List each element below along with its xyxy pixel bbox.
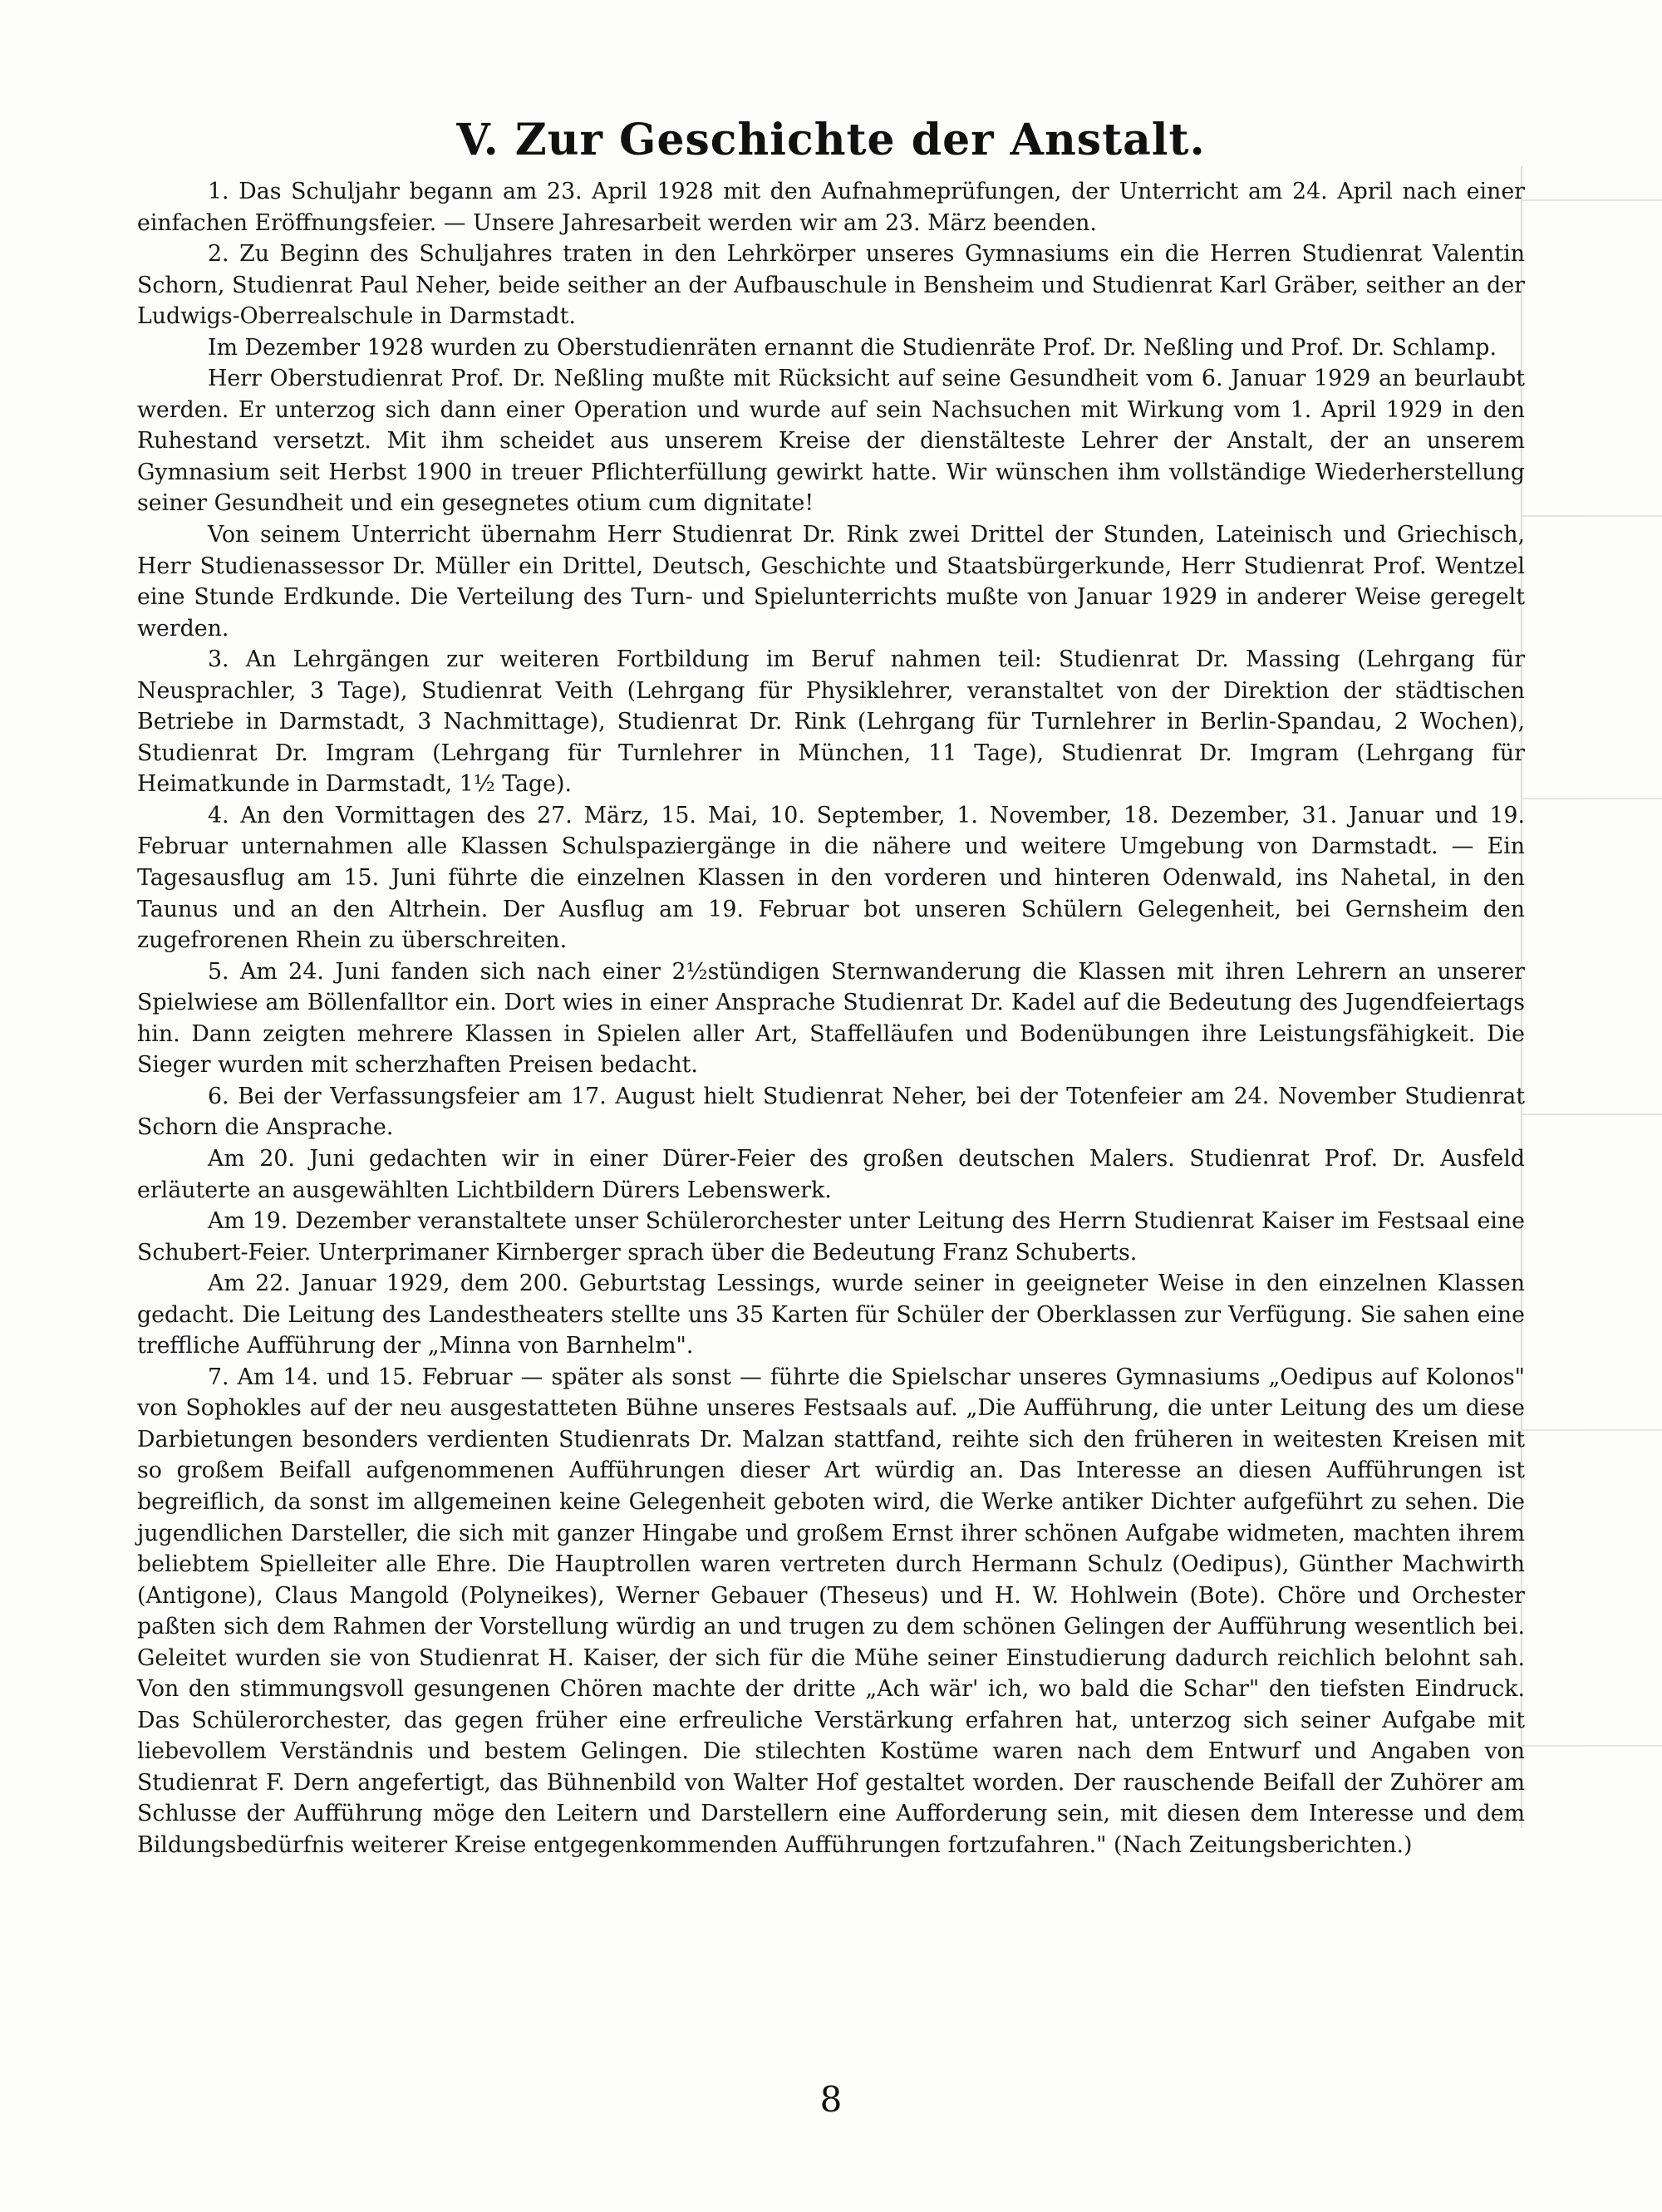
paragraph-1: 1. Das Schuljahr begann am 23. April 1928 mit den Aufnahmeprüfungen, der Unterricht am 24. April nach einer einfachen Eröffnungsfeier. — Unsere Jahresarbeit werden wir am 23. März beenden. xyxy=(137,179,1525,236)
page-number: 8 xyxy=(819,2079,843,2120)
paragraph-6: 3. An Lehrgängen zur weiteren Fortbildung im Beruf nahmen teil: Studienrat Dr. Massing (Lehrgang für Neusprachler, 3 Tage), Studienrat Veith (Lehrgang für Physiklehrer, veranstaltet von der Direktion der städtischen Betriebe in Darmstadt, 3 Nachmittage), Studienrat Dr. Rink (Lehrgang für Turnlehrer in Berlin-Spandau, 2 Wochen), Studienrat Dr. Imgram (Lehrgang für Turnlehrer in München, 11 Tage), Studienrat Dr. Imgram (Lehrgang für Heimatkunde in Darmstadt, 1½ Tage). xyxy=(137,646,1525,798)
paragraph-9: 6. Bei der Verfassungsfeier am 17. August hielt Studienrat Neher, bei der Totenfeier am 24. November Studienrat Schorn die Ansprache. xyxy=(137,1083,1525,1141)
paragraph-11: Am 19. Dezember veranstaltete unser Schülerorchester unter Leitung des Herrn Studienrat Kaiser im Festsaal eine Schubert-Feier. Unterprimaner Kirnberger sprach über die Bedeutung Franz Schuberts. xyxy=(137,1208,1525,1266)
paragraph-10: Am 20. Juni gedachten wir in einer Dürer-Feier des großen deutschen Malers. Studienrat Prof. Dr. Ausfeld erläuterte an ausgewählten Lichtbildern Dürers Lebenswerk. xyxy=(137,1145,1525,1203)
body-text xyxy=(137,176,1525,1861)
paragraph-2: 2. Zu Beginn des Schuljahres traten in den Lehrkörper unseres Gymnasiums ein die Herren Studienrat Valentin Schorn, Studienrat Paul Neher, beide seither an der Aufbauschule in Bensheim und Studienrat Karl Gräber, seither an der Ludwigs-Oberrealschule in Darmstadt. xyxy=(137,241,1525,330)
bleed-through-table xyxy=(1521,166,1662,1828)
paragraph-8: 5. Am 24. Juni fanden sich nach einer 2½stündigen Sternwanderung die Klassen mit ihren Lehrern an unserer Spielwiese am Böllenfalltor ein. Dort wies in einer Ansprache Studienrat Dr. Kadel auf die Bedeutung des Jugendfeiertags hin. Dann zeigten mehrere Klassen in Spielen aller Art, Staffelläufen und Bodenübungen ihre Leistungsfähigkeit. Die Sieger wurden mit scherzhaften Preisen bedacht. xyxy=(137,958,1525,1079)
paragraph-7: 4. An den Vormittagen des 27. März, 15. Mai, 10. September, 1. November, 18. Dezember, 31. Januar und 19. Februar unternahmen alle Klassen Schulspaziergänge in die nähere und weitere Umgebung von Darmstadt. — Ein Tagesausflug am 15. Juni führte die einzelnen Klassen in den vorderen und hinteren Odenwald, ins Nahetal, in den Taunus und an den Altrhein. Der Ausflug am 19. Februar bot unseren Schülern Gelegenheit, bei Gernsheim den zugefrorenen Rhein zu überschreiten. xyxy=(137,802,1525,954)
paragraph-5: Von seinem Unterricht übernahm Herr Studienrat Dr. Rink zwei Drittel der Stunden, Lateinisch und Griechisch, Herr Studienassessor Dr. Müller ein Drittel, Deutsch, Geschichte und Staatsbürgerkunde, Herr Studienrat Prof. Wentzel eine Stunde Erdkunde. Die Verteilung des Turn- und Spielunterrichts mußte von Januar 1929 in anderer Weise geregelt werden. xyxy=(137,522,1525,641)
paragraph-12: Am 22. Januar 1929, dem 200. Geburtstag Lessings, wurde seiner in geeigneter Weise in den einzelnen Klassen gedacht. Die Leitung des Landestheaters stellte uns 35 Karten für Schüler der Oberklassen zur Verfügung. Sie sahen eine treffliche Aufführung der „Minna von Barnhelm". xyxy=(137,1271,1525,1359)
paragraph-3: Im Dezember 1928 wurden zu Oberstudienräten ernannt die Studienräte Prof. Dr. Neßling und Prof. Dr. Schlamp. xyxy=(208,334,1497,361)
paragraph-4: Herr Oberstudienrat Prof. Dr. Neßling mußte mit Rücksicht auf seine Gesundheit vom 6. Januar 1929 an beurlaubt werden. Er unterzog sich dann einer Operation und wurde auf sein Nachsuchen mit Wirkung vom 1. April 1929 in den Ruhestand versetzt. Mit ihm scheidet aus unserem Kreise der dienstälteste Lehrer der Anstalt, der an unserem Gymnasium seit Herbst 1900 in treuer Pflichterfüllung gewirkt hatte. Wir wünschen ihm vollständige Wiederherstellung seiner Gesundheit und ein gesegnetes otium cum dignitate! xyxy=(137,366,1525,517)
page-title: V. Zur Geschichte der Anstalt. xyxy=(456,115,1206,165)
paragraph-13: 7. Am 14. und 15. Februar — später als sonst — führte die Spielschar unseres Gymnasiums „Oedipus auf Kolonos" von Sophokles auf der neu ausgestatteten Bühne unseres Festsaals auf. „Die Aufführung, die unter Leitung des um diese Darbietungen besonders verdienten Studienrats Dr. Malzan stattfand, reihte sich den früheren in weitesten Kreisen mit so großem Beifall aufgenommenen Aufführungen dieser Art würdig an. Das Interesse an diesen Aufführungen ist begreiflich, da sonst im allgemeinen keine Gelegenheit geboten wird, die Werke antiker Dichter aufgeführt zu sehen. Die jugendlichen Darsteller, die sich mit ganzer Hingabe und großem Ernst ihrer schönen Aufgabe widmeten, machten ihrem beliebtem Spielleiter alle Ehre. Die Hauptrollen waren vertreten durch Hermann Schulz (Oedipus), Günther Machwirth (Antigone), Claus Mangold (Polyneikes), Werner Gebauer (Theseus) und H. W. Hohlwein (Bote). Chöre und Orchester paßten sich dem Rahmen der Vorstellung würdig an und trugen zu dem schönen Gelingen der Aufführung wesentlich bei. Geleitet wurden sie von Studienrat H. Kaiser, der sich für die Mühe seiner Einstudierung dadurch reichlich belohnt sah. Von den stimmungsvoll gesungenen Chören machte der dritte „Ach wär' ich, wo bald die Schar" den tiefsten Eindruck. Das Schülerorchester, das gegen früher eine erfreuliche Verstärkung erfahren hat, unterzog sich seiner Aufgabe mit liebevollem Verständnis und bestem Gelingen. Die stilechten Kostüme waren nach dem Entwurf und Angaben von Studienrat F. Dern angefertigt, das Bühnenbild von Walter Hof gestaltet worden. Der rauschende Beifall der Zuhörer am Schlusse der Aufführung möge den Leitern und Darstellern eine Aufforderung sein, mit diesen dem Interesse und dem Bildungsbedürfnis weiterer Kreise entgegenkommenden Aufführungen fortzufahren." (Nach Zeitungsberichten.) xyxy=(137,1364,1525,1858)
